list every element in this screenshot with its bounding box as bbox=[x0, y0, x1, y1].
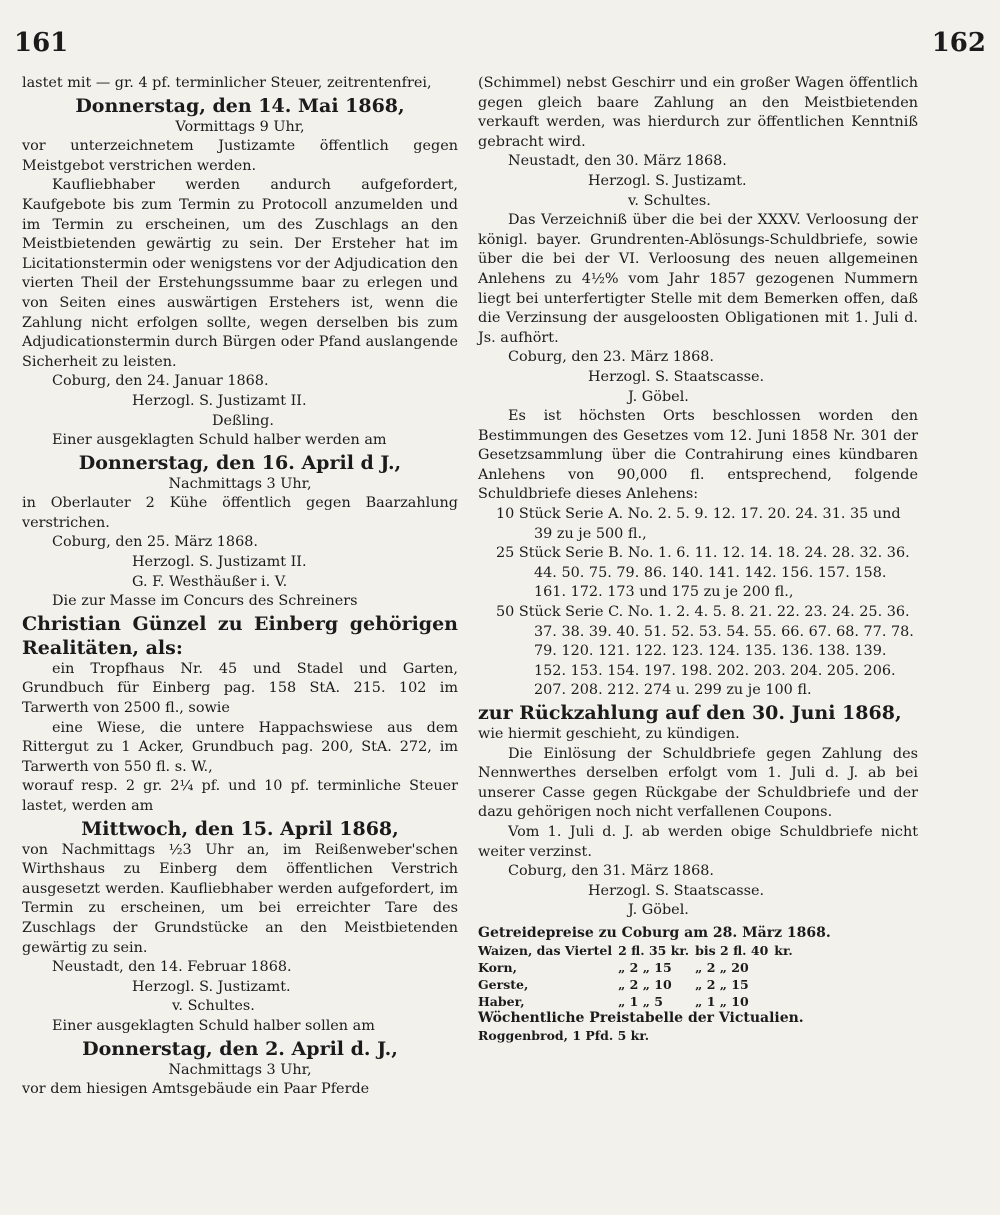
paragraph: in Oberlauter 2 Kühe öffentlich gegen Baarzahlung verstrichen. bbox=[22, 495, 458, 531]
bond-list bbox=[478, 505, 918, 701]
price-high: „ 1 „ 10 bbox=[695, 993, 749, 1009]
page-number-right: 162 bbox=[931, 28, 986, 58]
auction-time: Nachmittags 3 Uhr, bbox=[168, 475, 312, 492]
victual-price-line: Roggenbrod, 1 Pfd. 5 kr. bbox=[478, 1027, 650, 1043]
paragraph: Das Verzeichniß über die bei der XXXV. Verloosung der königl. bayer. Grundrenten-Ablösungs-Schuldbriefe, sowie über die bei der VI. Verloosung des neuen allgemeinen Anlehens zu 4½% vom Jahr 1857 gezogenen Nummern liegt bei unterfertigter Stelle mit dem Bemerken offen, daß die Verzinsung der ausgeloosten Obligationen mit 1. Juli d. Js. aufhört. bbox=[478, 212, 918, 346]
auction-date-heading: Donnerstag, den 14. Mai 1868, bbox=[75, 94, 405, 117]
price-high: „ 2 „ 20 bbox=[695, 959, 749, 975]
table-row bbox=[478, 993, 799, 1010]
price-high: „ 2 „ 15 bbox=[695, 976, 749, 992]
page-number-left: 161 bbox=[14, 28, 69, 58]
signature-name: v. Schultes. bbox=[172, 998, 255, 1015]
paragraph: Die zur Masse im Concurs des Schreiners bbox=[52, 593, 358, 610]
price-table bbox=[478, 942, 799, 1010]
table-row bbox=[478, 959, 799, 976]
paragraph: wie hiermit geschieht, zu kündigen. bbox=[478, 726, 740, 742]
paragraph: Kaufliebhaber werden andurch aufgefordert, Kaufgebote bis zum Termin zu Protocoll anzumelden und im Termin zu erscheinen, um des Zuschlags an den Meistbietenden gewärtig zu sein. Der Ersteher hat im Licitationstermin oder wenigstens vor der Adjudication den vierten Theil der Erstehungssumme baar zu erlegen und von Seiten eines auswärtigen Erstehers ist, wenn die Zahlung nicht erfolgen sollte, wegen derselben bis zum Adjudicationstermin durch Bürgen oder Pfand auslangende Sicherheit zu leisten. bbox=[22, 177, 458, 370]
paragraph: vor unterzeichnetem Justizamte öffentlich gegen Meistgebot verstrichen werden. bbox=[22, 138, 458, 174]
paragraph: worauf resp. 2 gr. 2¼ pf. und 10 pf. terminliche Steuer lastet, werden am bbox=[22, 778, 458, 814]
paragraph: Die Einlösung der Schuldbriefe gegen Zahlung des Nennwerthes derselben erfolgt vom 1. Juli d. J. ab bei unserer Casse gegen Rückgabe der Schuldbriefe und der dazu gehörigen noch nicht verfallenen Coupons. bbox=[478, 745, 918, 821]
signature-office: Herzogl. S. Staatscasse. bbox=[588, 368, 765, 385]
property-heading: Christian Günzel zu Einberg gehörigen Realitäten, als: bbox=[22, 612, 458, 659]
dateline: Coburg, den 23. März 1868. bbox=[508, 349, 714, 366]
signature-office: Herzogl. S. Justizamt II. bbox=[132, 554, 307, 571]
dateline: Coburg, den 24. Januar 1868. bbox=[52, 373, 269, 390]
victual-price-title: Wöchentliche Preistabelle der Victualien. bbox=[478, 1009, 804, 1026]
dateline: Neustadt, den 14. Februar 1868. bbox=[52, 959, 292, 976]
intro-text: lastet mit — gr. 4 pf. terminlicher Steuer, zeitrentenfrei, bbox=[22, 75, 432, 91]
table-row bbox=[478, 976, 799, 993]
auction-date-heading: Donnerstag, den 16. April d J., bbox=[78, 451, 402, 474]
price-unit bbox=[774, 959, 798, 976]
signature-name: J. Göbel. bbox=[628, 902, 689, 919]
price-unit: kr. bbox=[774, 942, 793, 958]
list-item: 50 Stück Serie C. No. 1. 2. 4. 5. 8. 21. 22. 23. 24. 25. 36. 37. 38. 39. 40. 51. 52. 53. 54. 55. 66. 67. 68. 77. 78. 79. 120. 121. 122. 123. 124. 135. 136. 138. 139. 152. 153. 154. 197. 198. 202. 203. 204. 205. 206. 207. 208. 212. 274 u. 299 zu je 100 fl. bbox=[496, 604, 914, 699]
dateline: Neustadt, den 30. März 1868. bbox=[508, 153, 727, 170]
paragraph: ein Tropfhaus Nr. 45 und Stadel und Garten, Grundbuch für Einberg pag. 158 StA. 215. 102 im Tarwerth von 2500 fl., sowie bbox=[22, 660, 458, 717]
auction-time: Vormittags 9 Uhr, bbox=[175, 118, 305, 135]
dateline: Coburg, den 31. März 1868. bbox=[508, 863, 714, 880]
grain-price-title: Getreidepreise zu Coburg am 28. März 1868. bbox=[478, 924, 831, 941]
left-column bbox=[22, 74, 458, 1100]
paragraph: Einer ausgeklagten Schuld halber werden am bbox=[52, 432, 387, 449]
auction-date-heading: Mittwoch, den 15. April 1868, bbox=[81, 817, 399, 840]
signature-office: Herzogl. S. Justizamt. bbox=[588, 172, 747, 189]
signature-name: J. Göbel. bbox=[628, 388, 689, 405]
price-low: „ 1 „ 5 bbox=[618, 993, 663, 1009]
repayment-heading: zur Rückzahlung auf den 30. Juni 1868, bbox=[478, 702, 902, 724]
list-item: 25 Stück Serie B. No. 1. 6. 11. 12. 14. 18. 24. 28. 32. 36. 44. 50. 75. 79. 86. 140. 141. 142. 156. 157. 158. 161. 172. 173 und 175 zu je 200 fl., bbox=[496, 545, 910, 601]
price-item: Gerste, bbox=[478, 976, 529, 992]
table-row bbox=[478, 942, 799, 959]
price-item: Waizen, das Viertel bbox=[478, 942, 613, 958]
signature-office: Herzogl. S. Justizamt II. bbox=[132, 392, 307, 409]
price-item: Korn, bbox=[478, 959, 517, 975]
auction-time: Nachmittags 3 Uhr, bbox=[168, 1061, 312, 1078]
signature-office: Herzogl. S. Staatscasse. bbox=[588, 882, 765, 899]
price-low: „ 2 „ 10 bbox=[618, 976, 672, 992]
auction-date-heading: Donnerstag, den 2. April d. J., bbox=[82, 1037, 398, 1060]
signature-name: Deßling. bbox=[212, 412, 274, 429]
signature-name: G. F. Westhäußer i. V. bbox=[132, 573, 288, 590]
dateline: Coburg, den 25. März 1868. bbox=[52, 534, 258, 551]
paragraph: vor dem hiesigen Amtsgebäude ein Paar Pferde bbox=[22, 1081, 370, 1098]
price-item: Haber, bbox=[478, 993, 525, 1009]
paragraph: eine Wiese, die untere Happachswiese aus dem Rittergut zu 1 Acker, Grundbuch pag. 200, StA. 272, im Tarwerth von 550 fl. s. W., bbox=[22, 719, 458, 775]
signature-office: Herzogl. S. Justizamt. bbox=[132, 978, 291, 995]
paragraph: Vom 1. Juli d. J. ab werden obige Schuldbriefe nicht weiter verzinst. bbox=[478, 823, 918, 860]
price-low: 2 fl. 35 kr. bbox=[618, 942, 690, 958]
list-item: 10 Stück Serie A. No. 2. 5. 9. 12. 17. 20. 24. 31. 35 und 39 zu je 500 fl., bbox=[496, 506, 901, 542]
grain-price-table bbox=[478, 925, 918, 1044]
price-unit bbox=[774, 993, 798, 1010]
signature-name: v. Schultes. bbox=[628, 192, 711, 209]
paragraph: von Nachmittags ½3 Uhr an, im Reißenweber'schen Wirthshaus zu Einberg dem öffentlichen Verstrich ausgesetzt werden. Kaufliebhaber werden aufgefordert, im Termin zu erscheinen, um bei erreichter Tare des Zuschlags der Grundstücke an den Meistbietenden gewärtig zu sein. bbox=[22, 841, 458, 956]
right-column bbox=[478, 74, 918, 1044]
price-low: „ 2 „ 15 bbox=[618, 959, 672, 975]
paragraph: Es ist höchsten Orts beschlossen worden den Bestimmungen des Gesetzes vom 12. Juni 1858 Nr. 301 der Gesetzsammlung über die Contrahirung eines kündbaren Anlehens von 90,000 fl. entsprechend, folgende Schuldbriefe dieses Anlehens: bbox=[478, 408, 918, 503]
paragraph: (Schimmel) nebst Geschirr und ein großer Wagen öffentlich gegen gleich baare Zahlung an den Meistbietenden verkauft werden, was hierdurch zur öffentlichen Kenntniß gebracht wird. bbox=[478, 75, 918, 150]
price-high: bis 2 fl. 40 bbox=[695, 942, 769, 958]
price-unit bbox=[774, 976, 798, 993]
paragraph: Einer ausgeklagten Schuld halber sollen am bbox=[52, 1017, 375, 1034]
